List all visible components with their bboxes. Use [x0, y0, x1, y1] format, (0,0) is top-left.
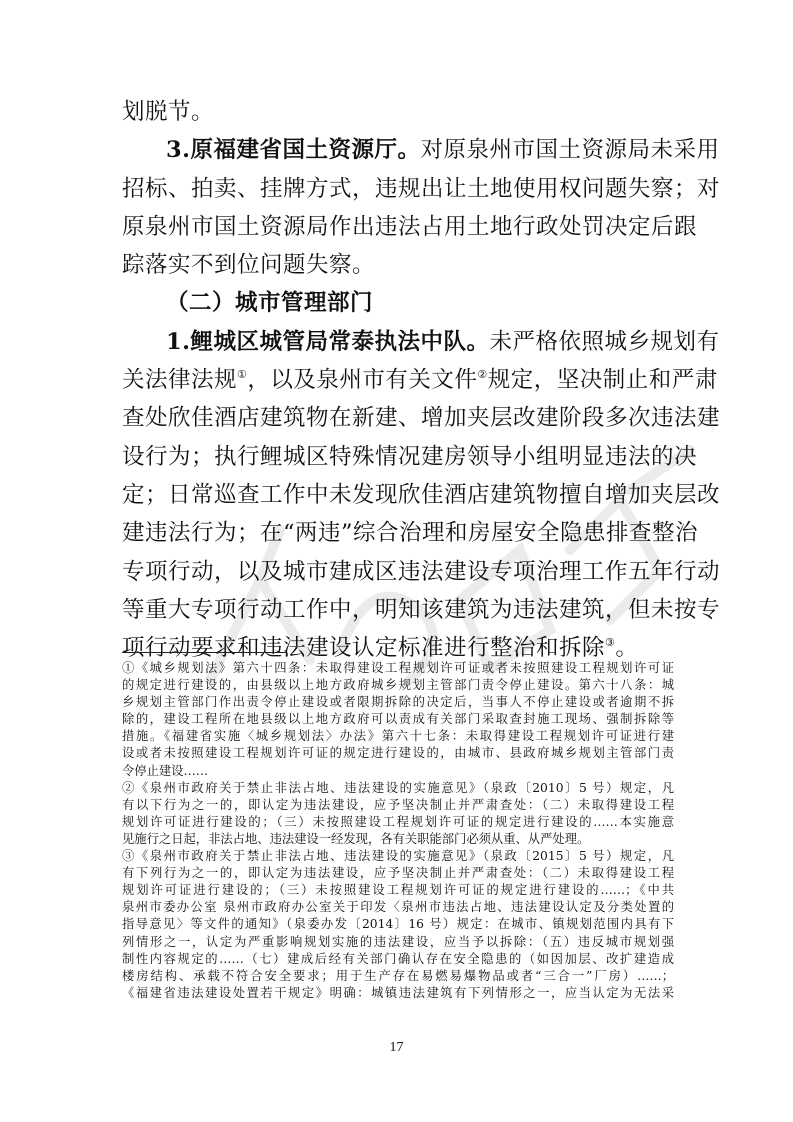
footnote-line: 有下列行为之一的，即认定为违法建设，应予坚决制止并严肃查处：（二）未取得建设工程 [122, 866, 674, 881]
footnote-line: 见施行之日起，非法占地、违法建设一经发现，各有关职能部门必须从重、从严处理。 [122, 831, 590, 846]
text-line: 1.鲤城区城管局常泰执法中队。未严格依照城乡规划有 [166, 328, 720, 355]
footnote-line: ③《泉州市政府关于禁止非法占地、违法建设的实施意见》（泉政〔2015〕5 号）规定，凡 [122, 849, 674, 864]
page-number: 17 [389, 1040, 404, 1055]
footnote-line: 指导意见〉等文件的通知》（泉委办发〔2014〕16 号）规定：在城市、镇规划范围内具有下 [122, 917, 674, 932]
main-text [122, 93, 721, 667]
footnote-line: ②《泉州市政府关于禁止非法占地、违法建设的实施意见》（泉政〔2010〕5 号）规定，凡 [122, 780, 674, 795]
footnote-separator [122, 652, 286, 653]
text-line: 3.原福建省国土资源厅。对原泉州市国土资源局未采用 [166, 137, 720, 164]
text-line: 踪落实不到位问题失察。 [122, 252, 376, 279]
text-line: 专项行动，以及城市建成区违法建设专项治理工作五年行动 [122, 558, 721, 585]
footnote-line: 制性内容规定的……（七）建成后经有关部门确认存在安全隐患的（如因加层、改扩建造成 [122, 951, 674, 966]
text-line: 查处欣佳酒店建筑物在新建、增加夹层改建阶段多次违法建 [122, 405, 721, 432]
footnote-line: 有以下行为之一的，即认定为违法建设，应予坚决制止并严肃查处：（二）未取得建设工程 [122, 797, 674, 812]
text-line: 划脱节。 [122, 99, 215, 125]
text-line: 设行为；执行鲤城区特殊情况建房领导小组明显违法的决 [122, 443, 698, 470]
footnote-line: 除的，建设工程所在地县级以上地方政府可以责成有关部门采取查封施工现场、强制拆除等 [122, 712, 674, 727]
text-line: 建违法行为；在“两违”综合治理和房屋安全隐患排查整治 [122, 520, 699, 547]
text-line: 项行动要求和违法建设认定标准进行整治和拆除③。 [122, 635, 639, 662]
footnote-line: 泉州市委办公室 泉州市政府办公室关于印发〈泉州市违法占地、违法建设认定及分类处置的 [122, 900, 674, 915]
footnote-ref-1: ① [237, 368, 248, 382]
footnote-line: 楼房结构、承载不符合安全要求；用于生产存在易燃易爆物品或者“三合一”厂房）……； [122, 968, 674, 983]
text-line: 关法律法规①，以及泉州市有关文件②规定，坚决制止和严肃 [122, 367, 718, 394]
text-line: 招标、拍卖、挂牌方式，违规出让土地使用权问题失察；对 [122, 175, 721, 202]
footnote-line: 列情形之一，认定为严重影响规划实施的违法建设，应当予以拆除：（五）违反城市规划强 [122, 934, 674, 949]
footnote-line: 措施。《福建省实施〈城乡规划法〉办法》第六十七条：未取得建设工程规划许可证进行建 [122, 729, 674, 744]
footnote-line: 设或者未按照建设工程规划许可证的规定进行建设的，由城市、县政府城乡规划主管部门责 [122, 746, 674, 761]
item-heading: 3.原福建省国土资源厅。 [166, 137, 421, 164]
section-heading: （二）城市管理部门 [166, 290, 374, 317]
footnote-ref-3: ③ [605, 636, 616, 650]
footnote-line: 乡规划主管部门作出责令停止建设或者限期拆除的决定后，当事人不停止建设或者逾期不拆 [122, 695, 674, 710]
footnote-ref-2: ② [477, 368, 488, 382]
item-heading: 1.鲤城区城管局常泰执法中队。 [166, 328, 490, 355]
footnote-line: 《福建省违法建设处置若干规定》明确：城镇违法建筑有下列情形之一，应当认定为无法采 [122, 985, 674, 1000]
text-line: 等重大专项行动工作中，明知该建筑为违法建筑，但未按专 [122, 596, 721, 623]
footnotes [122, 660, 674, 1002]
footnote-line: ①《城乡规划法》第六十四条：未取得建设工程规划许可证或者未按照建设工程规划许可证 [122, 661, 674, 675]
text-line: 原泉州市国土资源局作出违法占用土地行政处罚决定后跟 [122, 213, 698, 240]
footnote-line: 的规定进行建设的，由县级以上地方政府城乡规划主管部门责令停止建设。第六十八条：城 [122, 678, 674, 693]
text-line: 定；日常巡查工作中未发现欣佳酒店建筑物擅自增加夹层改 [122, 481, 721, 508]
footnote-line: 令停止建设…… [122, 763, 209, 778]
footnote-line: 规划许可证进行建设的；（三）未按照建设工程规划许可证的规定进行建设的……本实施意 [122, 814, 674, 829]
footnote-line: 规划许可证进行建设的；（三）未按照建设工程规划许可证的规定进行建设的……；《中共 [122, 883, 674, 898]
